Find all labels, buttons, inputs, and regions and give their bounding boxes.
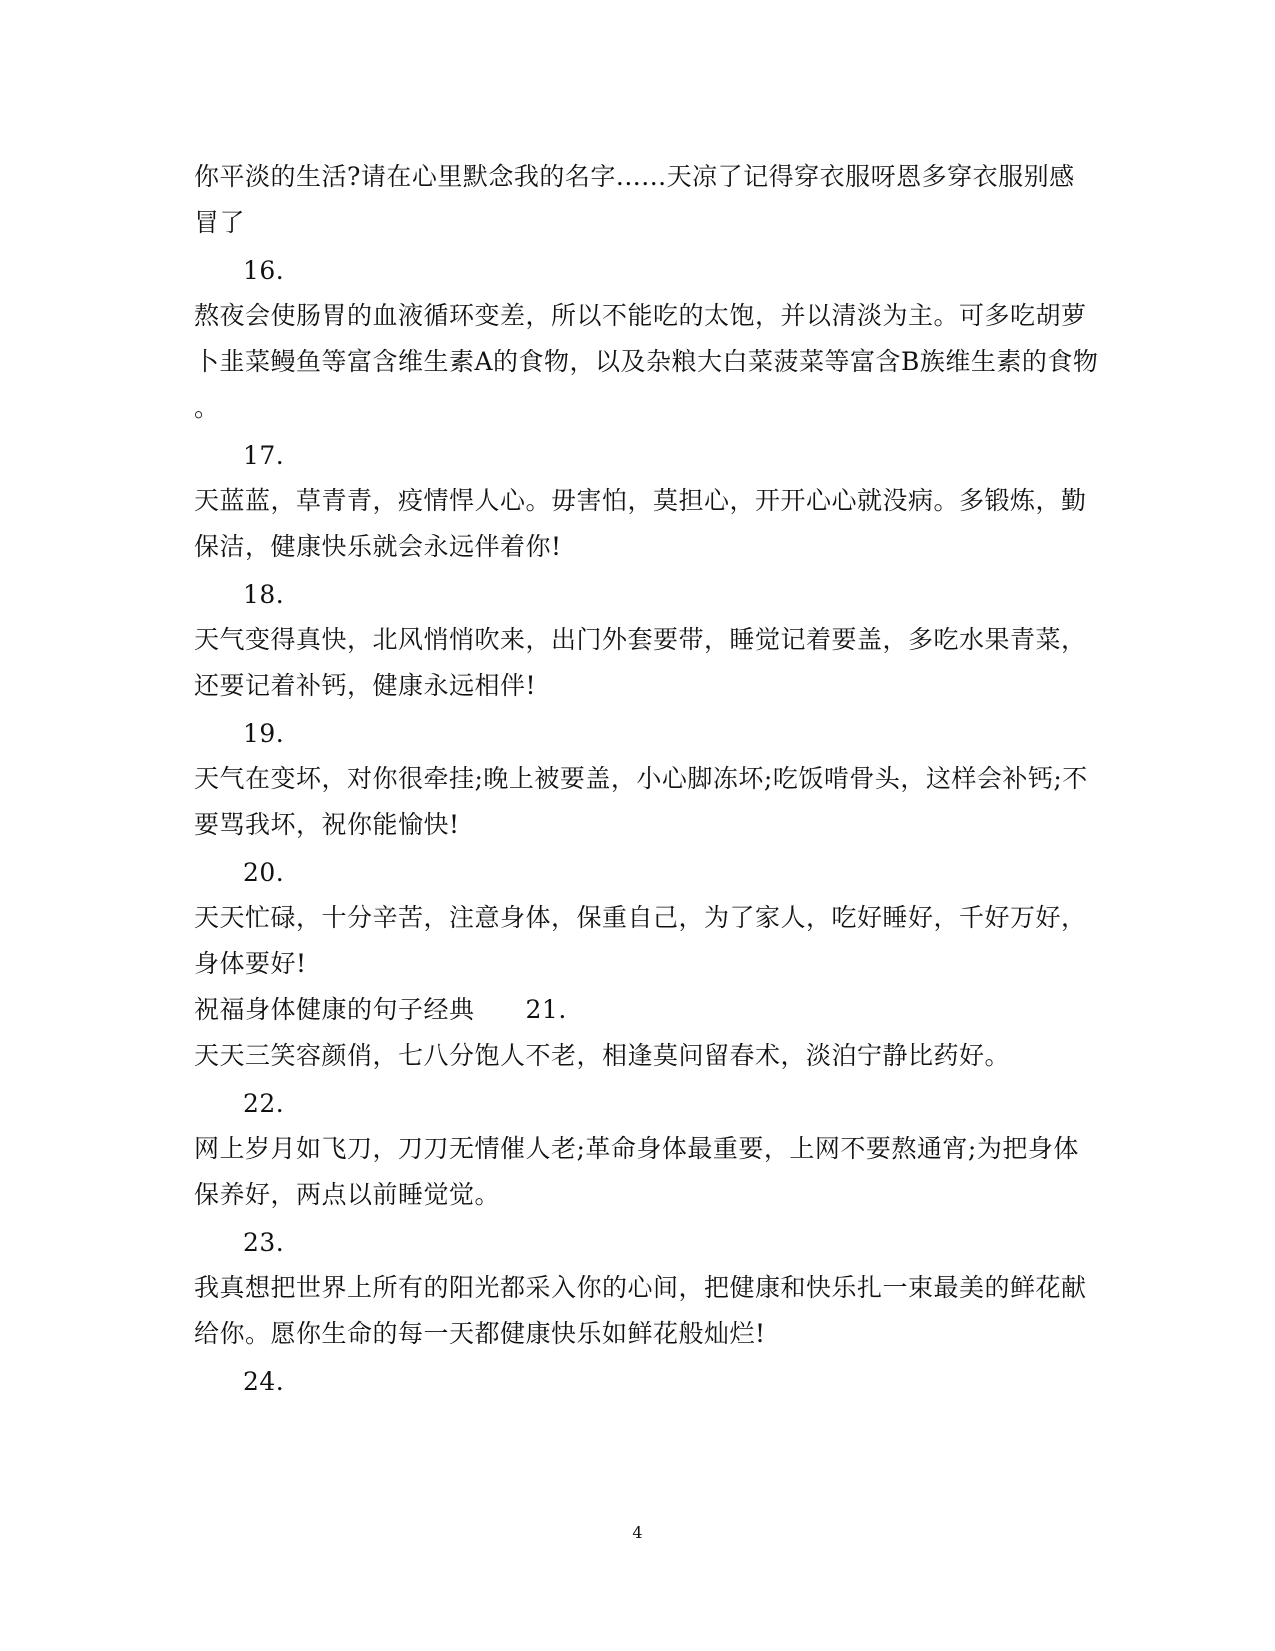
body-text-line: 。	[194, 393, 220, 422]
item-number: 20.	[243, 858, 285, 887]
item-number: 23.	[243, 1228, 285, 1257]
body-text-line: 卜韭菜鳗鱼等富含维生素A的食物，以及杂粮大白菜菠菜等富含B族维生素的食物	[194, 347, 1099, 376]
body-text-line: 熬夜会使肠胃的血液循环变差，所以不能吃的太饱，并以清淡为主。可多吃胡萝	[194, 301, 1087, 330]
body-text-line: 你平淡的生活?请在心里默念我的名字......天凉了记得穿衣服呀恩多穿衣服别感	[194, 162, 1075, 191]
body-text-line: 天天三笑容颜俏，七八分饱人不老，相逢莫问留春术，淡泊宁静比药好。	[194, 1041, 1011, 1070]
body-text-line: 保养好，两点以前睡觉觉。	[194, 1180, 501, 1209]
body-text-line: 天蓝蓝，草青青，疫情悍人心。毋害怕，莫担心，开开心心就没病。多锻炼，勤	[194, 486, 1087, 515]
body-text-line: 天天忙碌，十分辛苦，注意身体，保重自己，为了家人，吃好睡好，千好万好，	[194, 903, 1087, 932]
body-text-line: 保洁，健康快乐就会永远伴着你!	[194, 532, 562, 561]
section-heading-line: 祝福身体健康的句子经典 21.	[194, 995, 567, 1024]
body-text-line: 身体要好!	[194, 949, 307, 978]
page-number: 4	[632, 1523, 643, 1542]
item-number: 22.	[243, 1089, 285, 1118]
item-number: 17.	[243, 441, 285, 470]
body-text-line: 天气变得真快，北风悄悄吹来，出门外套要带，睡觉记着要盖，多吃水果青菜，	[194, 625, 1087, 654]
item-number: 18.	[243, 580, 285, 609]
item-number: 24.	[243, 1367, 285, 1396]
body-text-line: 天气在变坏，对你很牵挂;晚上被要盖，小心脚冻坏;吃饭啃骨头，这样会补钙;不	[194, 764, 1088, 793]
body-text-line: 要骂我坏，祝你能愉快!	[194, 810, 460, 839]
body-text-line: 我真想把世界上所有的阳光都采入你的心间，把健康和快乐扎一束最美的鲜花献	[194, 1273, 1087, 1302]
body-text-line: 给你。愿你生命的每一天都健康快乐如鲜花般灿烂!	[194, 1319, 766, 1348]
body-text-line: 冒了	[194, 208, 246, 237]
item-number: 19.	[243, 719, 285, 748]
body-text-line: 网上岁月如飞刀，刀刀无情催人老;革命身体最重要，上网不要熬通宵;为把身体	[194, 1134, 1079, 1163]
item-number: 16.	[243, 256, 285, 285]
body-text-line: 还要记着补钙，健康永远相伴!	[194, 671, 537, 700]
